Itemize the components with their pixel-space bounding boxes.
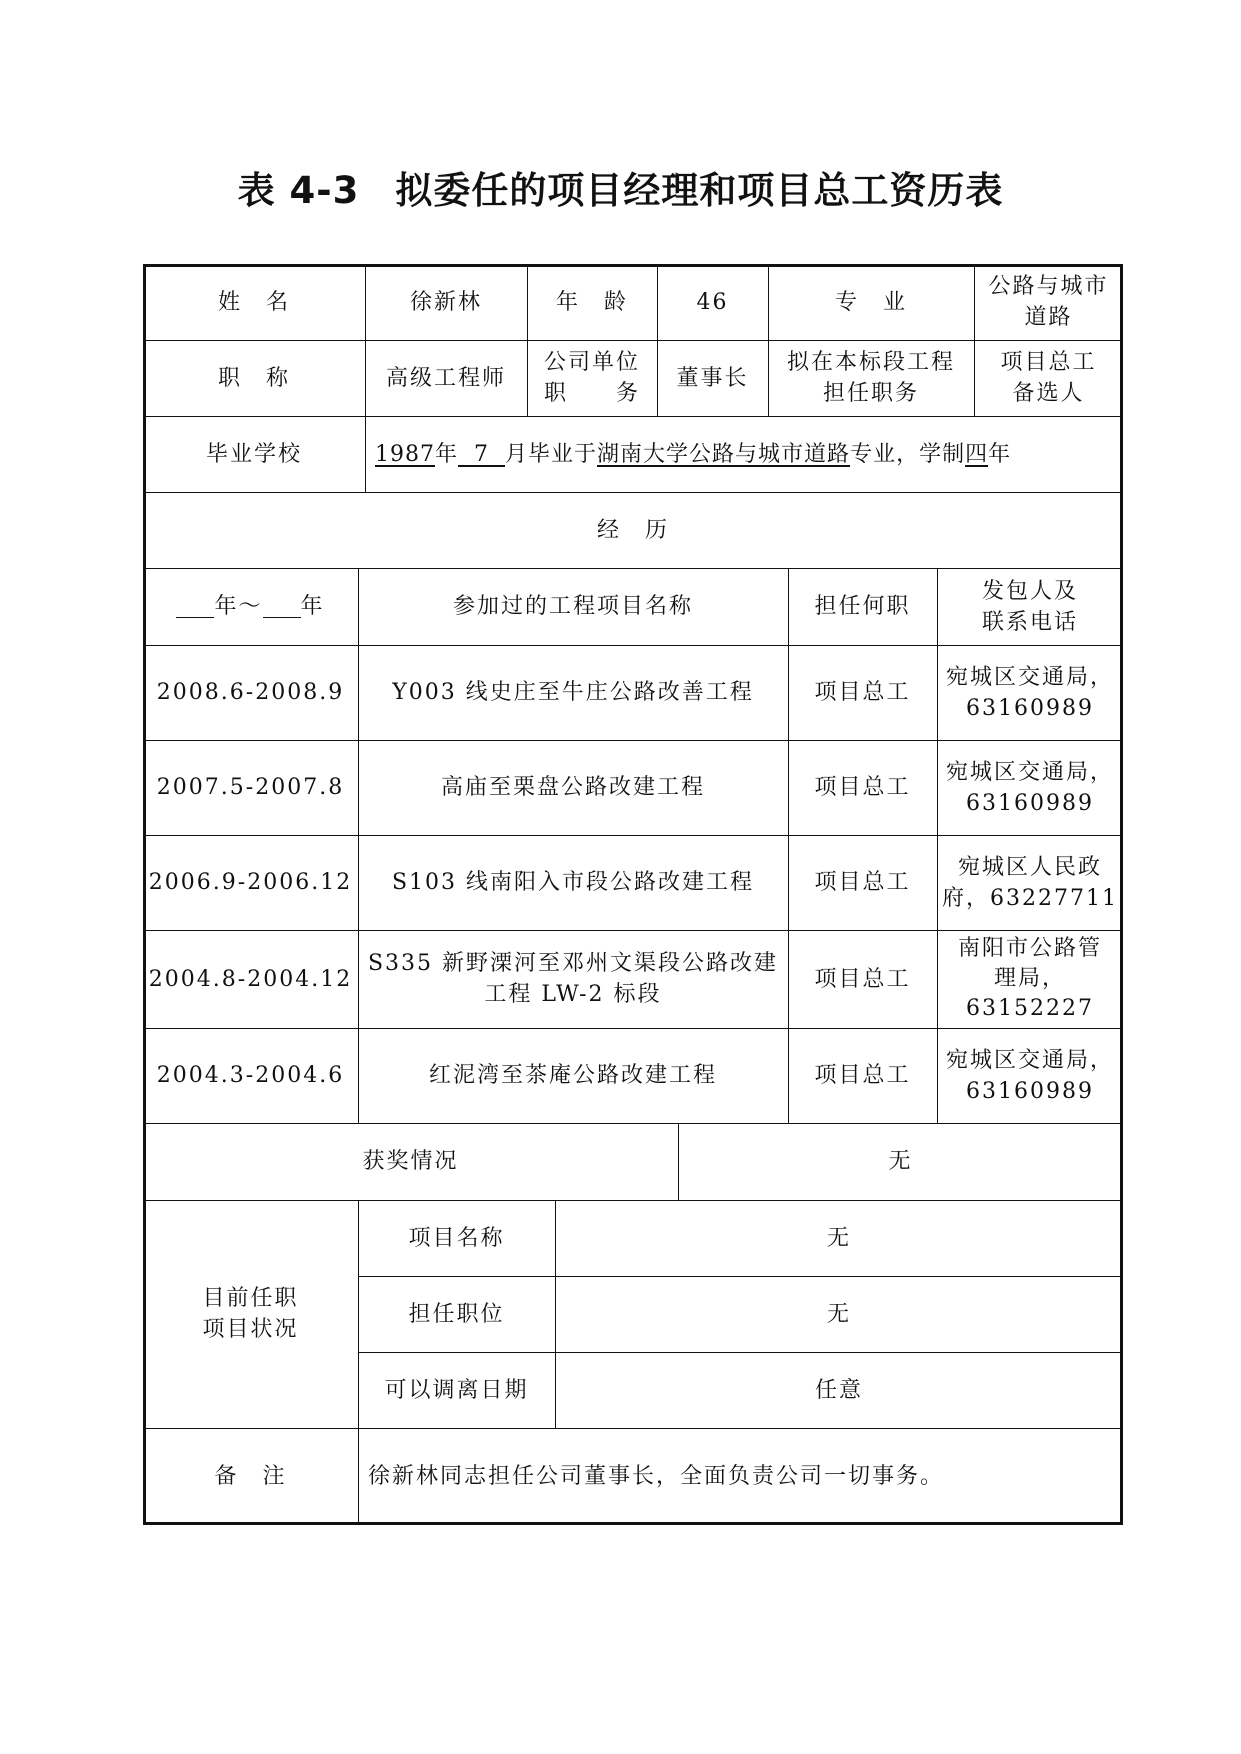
table-row-contact: 宛城区交通局， 63160989 bbox=[945, 759, 1114, 816]
major-value: 公路与城市 道路 bbox=[988, 274, 1109, 330]
proposed-role-label: 拟在本标段工程 担任职务 bbox=[786, 350, 955, 406]
table-row-project: S335 新野溧河至邓州文渠段公路改建 工程 LW-2 标段 bbox=[367, 951, 779, 1007]
study-length: 四 bbox=[965, 441, 989, 467]
table-row-contact: 宛城区交通局， 63160989 bbox=[945, 1047, 1114, 1104]
table-row-period: 2004.3-2004.6 bbox=[156, 1063, 345, 1088]
school-major: 公路与城市道路 bbox=[689, 441, 851, 467]
post-value: 董事长 bbox=[676, 365, 749, 391]
table-code: 表 4-3 bbox=[237, 169, 360, 212]
table-row-period: 2008.6-2008.9 bbox=[156, 680, 345, 705]
awards-label: 获奖情况 bbox=[362, 1149, 459, 1174]
graduation-year: 1987 bbox=[375, 441, 435, 467]
major-label: 专 业 bbox=[834, 289, 907, 315]
school-name: 湖南大学 bbox=[597, 441, 690, 467]
current-status-label: 目前任职 项目状况 bbox=[202, 1286, 299, 1342]
school-label: 毕业学校 bbox=[205, 441, 302, 467]
table-row-project: Y003 线史庄至牛庄公路改善工程 bbox=[392, 680, 754, 705]
table-row-project: S103 线南阳入市段公路改建工程 bbox=[391, 870, 755, 895]
leave-date-label: 可以调离日期 bbox=[384, 1377, 529, 1403]
title-value: 高级工程师 bbox=[385, 365, 506, 391]
age-label: 年 龄 bbox=[555, 289, 628, 315]
table-row-contact: 南阳市公路管 理局， 63152227 bbox=[957, 936, 1102, 1021]
title-label: 职 称 bbox=[217, 365, 290, 391]
proposed-role-value: 项目总工 备选人 bbox=[1000, 350, 1097, 406]
table-row-project: 高庙至栗盘公路改建工程 bbox=[440, 775, 705, 800]
table-row-project: 红泥湾至茶庵公路改建工程 bbox=[428, 1063, 717, 1088]
role-header: 担任何职 bbox=[814, 594, 911, 619]
table-row-role: 项目总工 bbox=[814, 870, 911, 895]
table-row-period: 2006.9-2006.12 bbox=[148, 870, 353, 895]
graduation-month: 7 bbox=[474, 441, 490, 467]
table-row-period: 2007.5-2007.8 bbox=[156, 775, 345, 800]
remarks-value: 徐新林同志担任公司董事长，全面负责公司一切事务。 bbox=[368, 1464, 945, 1489]
table-row-role: 项目总工 bbox=[814, 966, 911, 992]
table-row-role: 项目总工 bbox=[814, 775, 911, 800]
remarks-label: 备 注 bbox=[214, 1464, 287, 1489]
name-value: 徐新林 bbox=[409, 289, 482, 315]
table-name: 拟委任的项目经理和项目总工资历表 bbox=[395, 169, 1004, 212]
experience-section-label: 经 历 bbox=[596, 517, 669, 543]
age-value: 46 bbox=[696, 289, 729, 315]
table-row-period: 2004.8-2004.12 bbox=[148, 966, 353, 992]
table-row-role: 项目总工 bbox=[814, 1063, 911, 1088]
school-value: 1987 年 7 月毕业于 湖南大学 公路与城市道路 专业，学制 四 年 bbox=[365, 416, 1123, 492]
project-header: 参加过的工程项目名称 bbox=[452, 594, 693, 619]
period-header: 年～ 年 bbox=[143, 568, 358, 645]
page-title bbox=[0, 160, 1241, 214]
contact-header: 发包人及 联系电话 bbox=[981, 578, 1078, 635]
name-label: 姓 名 bbox=[217, 289, 290, 315]
current-position-value: 无 bbox=[826, 1301, 851, 1327]
table-row-role: 项目总工 bbox=[814, 680, 911, 705]
table-row-contact: 宛城区人民政 府，63227711 bbox=[942, 854, 1118, 911]
awards-value: 无 bbox=[888, 1149, 913, 1174]
leave-date-value: 任意 bbox=[814, 1377, 863, 1403]
current-position-label: 担任职位 bbox=[408, 1301, 505, 1327]
post-label: 公司单位 职 务 bbox=[543, 350, 640, 406]
table-row-contact: 宛城区交通局， 63160989 bbox=[945, 664, 1114, 721]
current-project-label: 项目名称 bbox=[408, 1225, 505, 1251]
current-project-value: 无 bbox=[826, 1225, 851, 1251]
